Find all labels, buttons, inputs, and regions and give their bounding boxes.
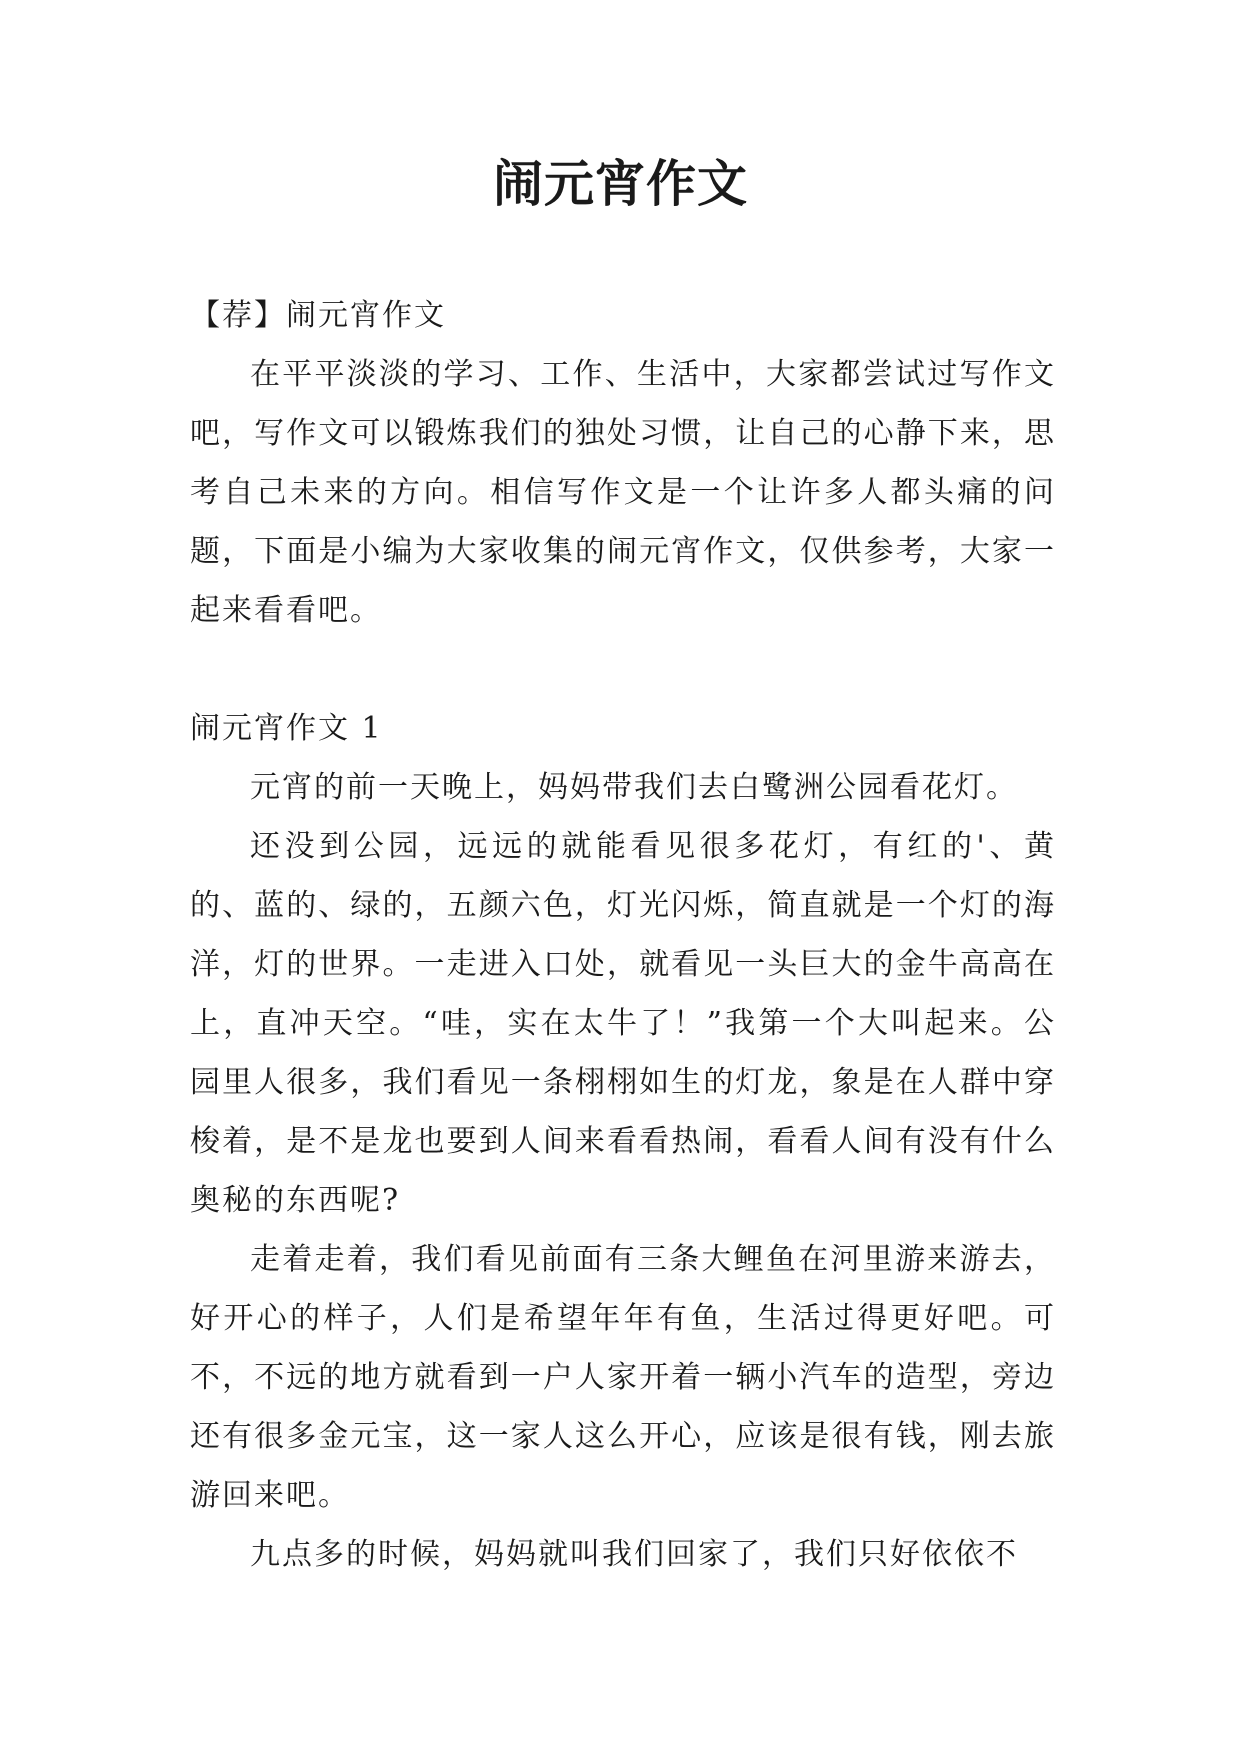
section-heading: 闹元宵作文 1 [190, 711, 383, 746]
body-paragraph-3: 走着走着，我们看见前面有三条大鲤鱼在河里游来游去，好开心的样子，人们是希望年年有鱼，生活过得更好吧。可不，不远的地方就看到一户人家开着一辆小汽车的造型，旁边还有很多金元宝，这一家人这么开心，应该是很有钱，刚去旅游回来吧。 [190, 1242, 1056, 1513]
section-spacer [190, 640, 1056, 699]
body-paragraph-1: 元宵的前一天晚上，妈妈带我们去白鹭洲公园看花灯。 [250, 770, 1018, 805]
body-paragraph-2: 还没到公园，远远的就能看见很多花灯，有红的'、黄的、蓝的、绿的，五颜六色，灯光闪烁，简直就是一个灯的海洋，灯的世界。一走进入口处，就看见一头巨大的金牛高高在上，直冲天空。“哇，实在太牛了！”我第一个大叫起来。公园里人很多，我们看见一条栩栩如生的灯龙，象是在人群中穿梭着，是不是龙也要到人间来看看热闹，看看人间有没有什么奥秘的东西呢? [190, 829, 1056, 1218]
document-title: 闹元宵作文 [493, 155, 748, 213]
document-body [190, 286, 1056, 1584]
body-paragraph-4: 九点多的时候，妈妈就叫我们回家了，我们只好依依不 [250, 1537, 1018, 1572]
intro-paragraph: 在平平淡淡的学习、工作、生活中，大家都尝试过写作文吧，写作文可以锻炼我们的独处习惯，让自己的心静下来，思考自己未来的方向。相信写作文是一个让许多人都头痛的问题，下面是小编为大家收集的闹元宵作文，仅供参考，大家一起来看看吧。 [190, 357, 1056, 628]
header-line: 【荐】闹元宵作文 [190, 298, 446, 333]
